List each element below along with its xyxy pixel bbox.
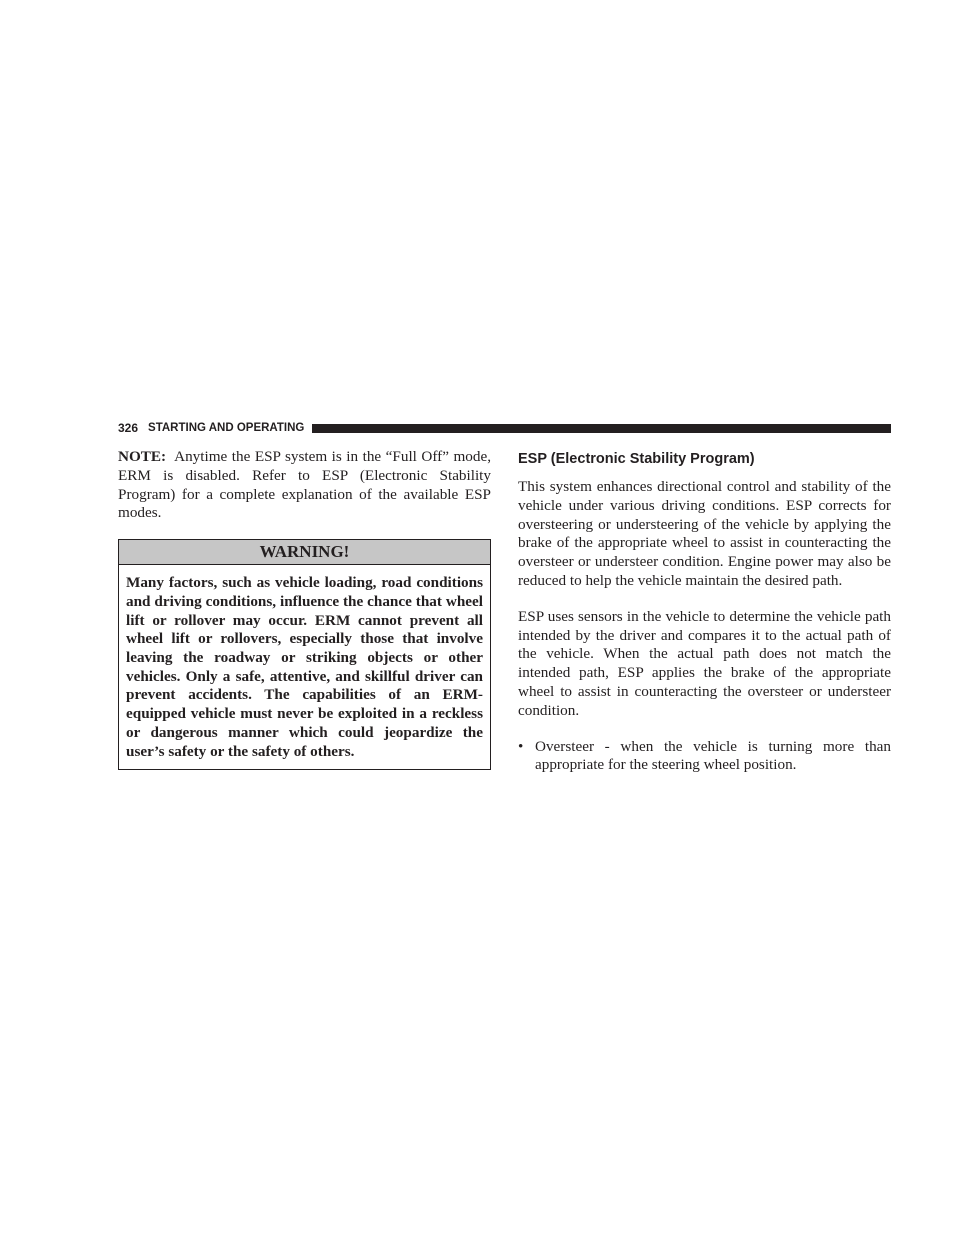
section-title: STARTING AND OPERATING — [148, 422, 305, 434]
section-heading: ESP (Electronic Stability Program) — [518, 451, 755, 467]
warning-box — [118, 539, 491, 770]
warning-text: Many factors, such as vehicle loading, road conditions and driving conditions, influence the chance that wheel lift or rollover may occur. ERM cannot prevent all wheel lift or rollovers, especially those that involve leaving the roadway or striking objects or other vehicles. Only a safe, attentive, and skillful driver can prevent accidents. The capabilities of an ERM-equipped vehicle must never be exploited in a reckless or dangerous manner which could jeopardize the user’s safety or the safety of others. — [126, 574, 483, 760]
header-rule — [312, 424, 891, 433]
bullet-text: Oversteer - when the vehicle is turning more than appropriate for the steering wheel position. — [535, 737, 891, 774]
paragraph: This system enhances directional control and stability of the vehicle under various driving conditions. ESP corrects for oversteering or understeering of the vehicle by applying the brake of the appropriate wheel to assist in counteracting the oversteer or understeer condition. Engine power may also be reduced to help the vehicle maintain the desired path. — [518, 478, 891, 589]
note-paragraph — [118, 448, 491, 523]
left-column — [118, 448, 491, 770]
paragraph: ESP uses sensors in the vehicle to determine the vehicle path intended by the driver and compares it to the actual path of the vehicle. When the actual path does not match the intended path, ESP applies the brake of the appropriate wheel to assist in counteracting the oversteer or understeer condition. — [518, 607, 891, 719]
warning-title: WARNING! — [119, 540, 490, 565]
right-column — [518, 448, 891, 775]
page-header — [118, 418, 891, 438]
bullet-icon: • — [518, 737, 524, 755]
note-text: Anytime the ESP system is in the “Full Off” mode, ERM is disabled. Refer to ESP (Electronic Stability Program) for a complete explanation of the available ESP modes. — [118, 448, 491, 522]
note-label: NOTE: — [118, 448, 167, 465]
page-number: 326 — [118, 421, 139, 435]
bullet-item — [518, 738, 891, 776]
